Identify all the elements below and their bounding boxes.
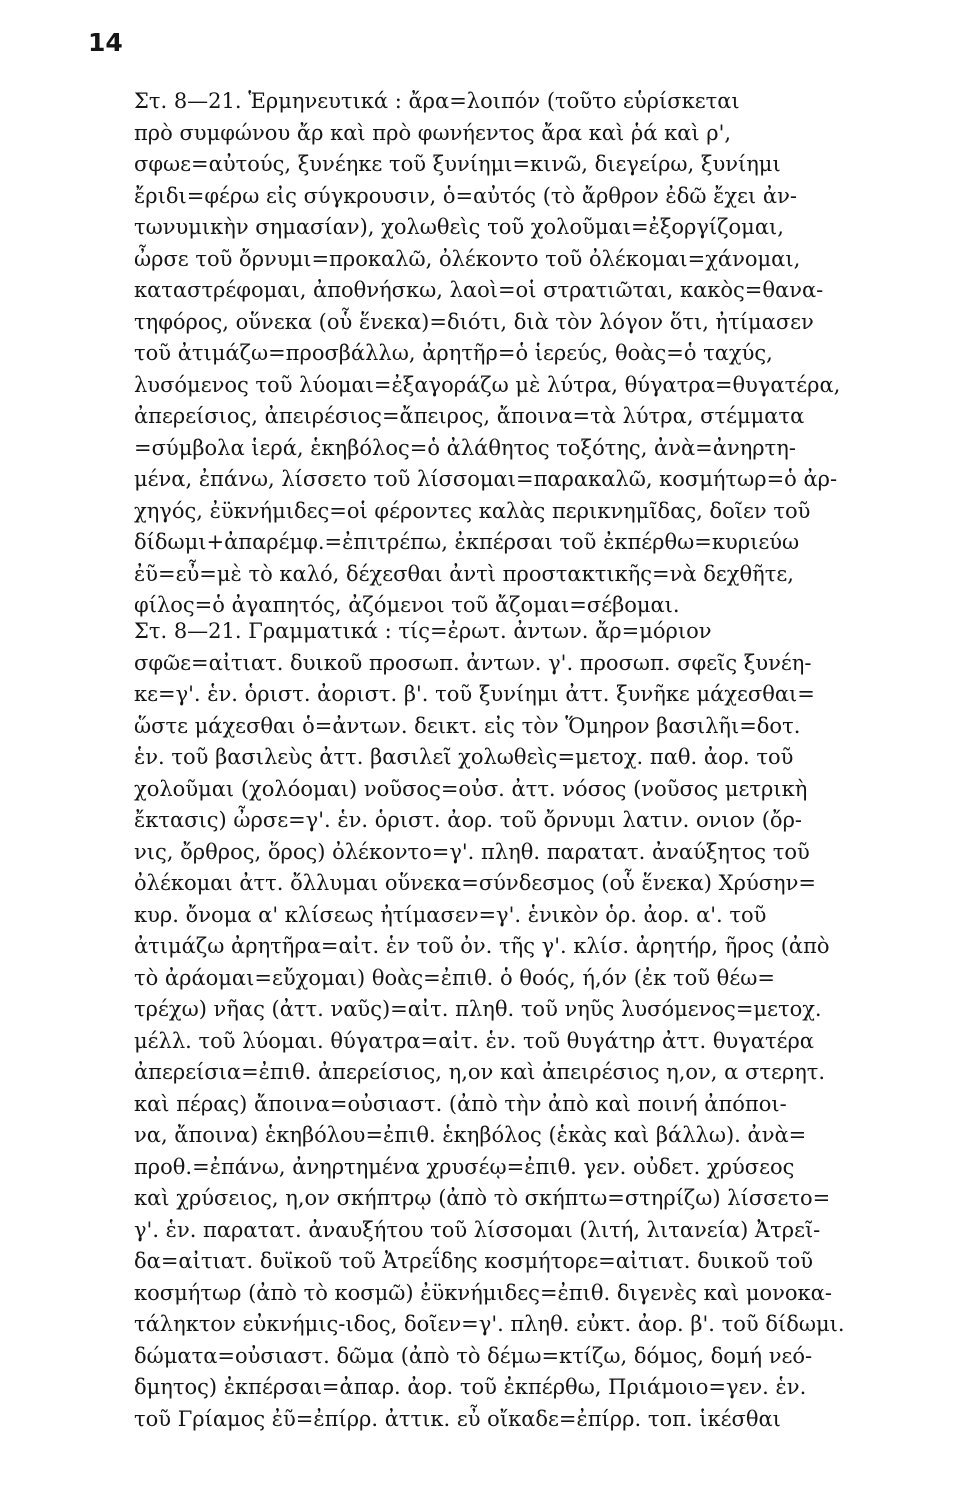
text-line: δα=αἰτιατ. δυϊκοῦ τοῦ Ἀτρεΐδης κοσμήτορε=αἰτιατ. δυικοῦ τοῦ bbox=[134, 1249, 814, 1273]
text-line: σφῶε=αἰτιατ. δυικοῦ προσωπ. ἀντων. γ'. προσωπ. σφεῖς ξυνέη- bbox=[134, 650, 812, 675]
text-line: δίδωμι+ἀπαρέμφ.=ἐπιτρέπω, ἐκπέρσαι τοῦ ἐκπέρθω=κυριεύω bbox=[134, 530, 800, 554]
text-line: Στ. 8—21. Ἑρμηνευτικά : ἄρα=λοιπόν (τοῦτο εὑρίσκεται bbox=[134, 89, 740, 113]
text-line: πρὸ συμφώνου ἄρ καὶ πρὸ φωνήεντος ἄρα καὶ ῥά καὶ ρ', bbox=[134, 120, 732, 145]
text-line: νις, ὄρθρος, ὅρος) ὀλέκοντο=γ'. πληθ. παρατατ. ἀναύξητος τοῦ bbox=[134, 839, 810, 864]
text-line: τοῦ Γρίαμος ἐῦ=ἐπίρρ. ἀττικ. εὖ οἴκαδε=ἐπίρρ. τοπ. ἱκέσθαι bbox=[134, 1406, 781, 1431]
text-line: κε=γ'. ἑν. ὁριστ. ἀοριστ. β'. τοῦ ξυνίημι ἀττ. ξυνῆκε μάχεσθαι= bbox=[134, 682, 815, 706]
text-line: καὶ χρύσειος, η,ον σκήπτρῳ (ἀπὸ τὸ σκήπτω=στηρίζω) λίσσετο= bbox=[134, 1186, 831, 1210]
text-line: δμητος) ἐκπέρσαι=ἀπαρ. ἀορ. τοῦ ἐκπέρθω, Πριάμοιο=γεν. ἑν. bbox=[134, 1375, 807, 1399]
grammatical-notes bbox=[134, 616, 934, 1435]
text-line: μέλλ. τοῦ λύομαι. θύγατρα=αἰτ. ἑν. τοῦ θυγάτηρ ἀττ. θυγατέρα bbox=[134, 1028, 814, 1053]
text-line: προθ.=ἐπάνω, ἀνηρτημένα χρυσέῳ=ἐπιθ. γεν. οὐδετ. χρύσεος bbox=[134, 1154, 795, 1179]
text-line: χηγός, ἐϋκνήμιδες=οἱ φέροντες καλὰς περικνημῖδας, δοῖεν τοῦ bbox=[134, 498, 811, 523]
text-line: μένα, ἐπάνω, λίσσετο τοῦ λίσσομαι=παρακαλῶ, κοσμήτωρ=ὁ ἀρ- bbox=[134, 467, 838, 491]
text-line: τρέχω) νῆας (ἀττ. ναῦς)=αἰτ. πληθ. τοῦ νηῦς λυσόμενος=μετοχ. bbox=[134, 997, 822, 1021]
text-line: ἔκτασις) ὦρσε=γ'. ἑν. ὁριστ. ἀορ. τοῦ ὄρνυμι λατιν. ονιον (ὄρ- bbox=[134, 808, 803, 832]
page-number: 14 bbox=[88, 28, 123, 57]
text-line: τοῦ ἀτιμάζω=προσβάλλω, ἀρητῆρ=ὁ ἱερεύς, θοὰς=ὁ ταχύς, bbox=[134, 341, 773, 365]
text-line: ἀτιμάζω ἀρητῆρα=αἰτ. ἑν τοῦ ὀν. τῆς γ'. κλίσ. ἀρητήρ, ῆρος (ἀπὸ bbox=[134, 934, 830, 958]
text-line: φίλος=ὁ ἀγαπητός, ἀζόμενοι τοῦ ἄζομαι=σέβομαι. bbox=[134, 593, 680, 617]
text-line: ἐῦ=εὖ=μὲ τὸ καλό, δέχεσθαι ἀντὶ προστακτικῆς=νὰ δεχθῆτε, bbox=[134, 561, 794, 586]
text-line: λυσόμενος τοῦ λύομαι=ἐξαγοράζω μὲ λύτρα, θύγατρα=θυγατέρα, bbox=[134, 372, 841, 397]
text-line: τηφόρος, οὕνεκα (οὗ ἕνεκα)=διότι, διὰ τὸν λόγον ὅτι, ἠτίμασεν bbox=[134, 309, 814, 334]
text-line: ὀλέκομαι ἀττ. ὄλλυμαι οὕνεκα=σύνδεσμος (οὗ ἕνεκα) Χρύσην= bbox=[134, 871, 816, 895]
text-line: δώματα=οὐσιαστ. δῶμα (ἀπὸ τὸ δέμω=κτίζω, δόμος, δομή νεό- bbox=[134, 1343, 813, 1368]
text-line: ἔριδι=φέρω εἰς σύγκρουσιν, ὁ=αὐτός (τὸ ἄρθρον ἐδῶ ἔχει ἀν- bbox=[134, 183, 797, 208]
text-line: καταστρέφομαι, ἀποθνήσκω, λαοὶ=οἱ στρατιῶται, κακὸς=θανα- bbox=[134, 278, 824, 302]
text-line: ἀπερείσιος, ἀπειρέσιος=ἄπειρος, ἄποινα=τὰ λύτρα, στέμματα bbox=[134, 404, 805, 428]
text-line: Στ. 8—21. Γραμματικά : τίς=ἐρωτ. ἀντων. ἄρ=μόριον bbox=[134, 619, 712, 643]
text-line: ὦρσε τοῦ ὄρνυμι=προκαλῶ, ὀλέκοντο τοῦ ὀλέκομαι=χάνομαι, bbox=[134, 246, 801, 271]
text-line: τὸ ἀράομαι=εὔχομαι) θοὰς=ἐπιθ. ὁ θοός, ή,όν (ἐκ τοῦ θέω= bbox=[134, 965, 775, 990]
text-line: τάληκτον εὐκνήμις-ιδος, δοῖεν=γ'. πληθ. εὐκτ. ἀορ. β'. τοῦ δίδωμι. bbox=[134, 1312, 845, 1336]
text-line: σφωε=αὐτούς, ξυνέηκε τοῦ ξυνίημι=κινῶ, διεγείρω, ξυνίημι bbox=[134, 152, 781, 176]
text-line: ἀπερείσια=ἐπιθ. ἀπερείσιος, η,ον καὶ ἀπειρέσιος η,ον, α στερητ. bbox=[134, 1060, 826, 1084]
text-line: ὥστε μάχεσθαι ὁ=ἀντων. δεικτ. εἰς τὸν Ὅμηρον βασιλῆι=δοτ. bbox=[134, 713, 801, 738]
text-line: να, ἄποινα) ἑκηβόλου=ἐπιθ. ἑκηβόλος (ἑκὰς καὶ βάλλω). ἀνὰ= bbox=[134, 1123, 807, 1147]
text-line: τωνυμικὴν σημασίαν), χολωθεὶς τοῦ χολοῦμαι=ἐξοργίζομαι, bbox=[134, 215, 784, 239]
text-line: ἑν. τοῦ βασιλεὺς ἀττ. βασιλεῖ χολωθεὶς=μετοχ. παθ. ἀορ. τοῦ bbox=[134, 745, 794, 769]
interpretive-notes bbox=[134, 86, 934, 622]
text-line: κυρ. ὄνομα α' κλίσεως ἠτίμασεν=γ'. ἑνικὸν ὁρ. ἀορ. α'. τοῦ bbox=[134, 902, 767, 927]
text-line: κοσμήτωρ (ἀπὸ τὸ κοσμῶ) ἐϋκνήμιδες=ἐπιθ. διγενὲς καὶ μονοκα- bbox=[134, 1280, 832, 1305]
text-line: =σύμβολα ἱερά, ἑκηβόλος=ὁ ἀλάθητος τοξότης, ἀνὰ=ἀνηρτη- bbox=[134, 435, 796, 460]
text-line: καὶ πέρας) ἄποινα=οὐσιαστ. (ἀπὸ τὴν ἀπὸ καὶ ποινή ἀπόποι- bbox=[134, 1091, 787, 1116]
text-line: χολοῦμαι (χολόομαι) νοῦσος=οὐσ. ἀττ. νόσος (νοῦσος μετρικὴ bbox=[134, 776, 808, 801]
text-line: γ'. ἑν. παρατατ. ἀναυξήτου τοῦ λίσσομαι (λιτή, λιτανεία) Ἀτρεῖ- bbox=[134, 1217, 821, 1242]
